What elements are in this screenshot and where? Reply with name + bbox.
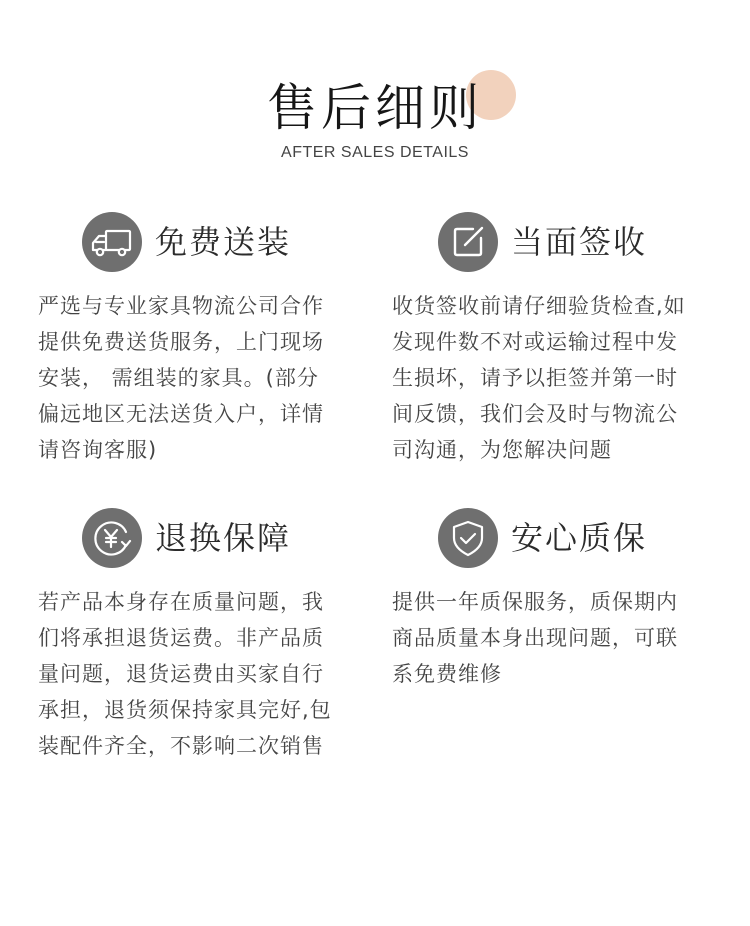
body-line: 司沟通，为您解决问题 (392, 438, 612, 462)
section-header (82, 508, 358, 570)
body-line: 系免费维修 (392, 662, 502, 686)
body-line: 收货签收前请仔细验货检查,如 (392, 294, 686, 318)
body-line: 间反馈，我们会及时与物流公 (392, 402, 678, 426)
body-line: 量问题，退货运费由买家自行 (38, 662, 324, 686)
body-line: 提供免费送货服务，上门现场 (38, 330, 324, 354)
body-line: 安装， 需组装的家具。(部分 (38, 366, 319, 390)
section-header (438, 212, 712, 274)
page-header (0, 0, 750, 180)
section-title: 当面签收 (511, 223, 648, 261)
section-body (392, 288, 712, 468)
section-warranty (392, 508, 712, 692)
body-line: 发现件数不对或运输过程中发 (392, 330, 678, 354)
section-header (438, 508, 712, 570)
truck-icon (82, 212, 142, 272)
section-sign-in-person (392, 212, 712, 468)
section-title: 退换保障 (155, 519, 292, 557)
body-line: 偏远地区无法送货入户，详情 (38, 402, 324, 426)
section-body (38, 584, 358, 764)
section-return-guarantee (38, 508, 358, 764)
body-line: 承担，退货须保持家具完好,包 (38, 698, 332, 722)
page-subtitle: AFTER SALES DETAILS (281, 144, 469, 161)
body-line: 严选与专业家具物流公司合作 (38, 294, 324, 318)
shield-check-icon (438, 508, 498, 568)
yen-refund-icon (82, 508, 142, 568)
body-line: 们将承担退货运费。非产品质 (38, 626, 324, 650)
section-header (82, 212, 358, 274)
body-line: 若产品本身存在质量问题，我 (38, 590, 324, 614)
body-line: 生损坏，请予以拒签并第一时 (392, 366, 678, 390)
section-body (392, 584, 712, 692)
section-free-delivery (38, 212, 358, 468)
body-line: 提供一年质保服务，质保期内 (392, 590, 678, 614)
section-title: 安心质保 (511, 519, 648, 557)
body-line: 商品质量本身出现问题，可联 (392, 626, 678, 650)
page-title: 售后细则 (267, 79, 483, 137)
section-body (38, 288, 358, 468)
body-line: 请咨询客服) (38, 438, 158, 462)
edit-sign-icon (438, 212, 498, 272)
section-title: 免费送装 (155, 223, 292, 261)
body-line: 装配件齐全，不影响二次销售 (38, 734, 324, 758)
